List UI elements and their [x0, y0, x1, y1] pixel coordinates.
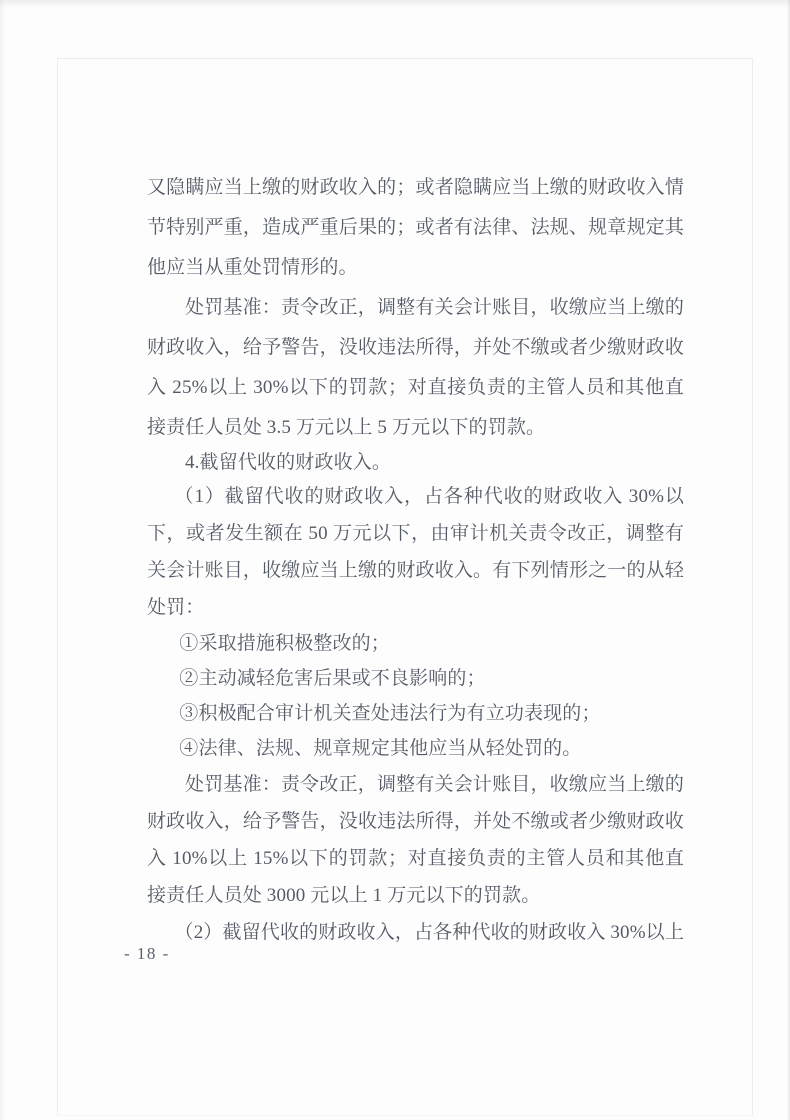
paragraph-circled-3: ③积极配合审计机关查处违法行为有立功表现的；	[179, 703, 601, 724]
page-number: - 18 -	[124, 944, 170, 963]
scan-edge-left	[0, 0, 5, 1120]
paragraph-circled-4: ④法律、法规、规章规定其他应当从轻处罚的。	[179, 738, 582, 759]
paragraph-penalty-basis-2: 处罚基准：责令改正，调整有关会计账目，收缴应当上缴的财政收入，给予警告，没收违法所得，并处不缴或者少缴财政收入 10%以上 15%以下的罚款；对直接负责的主管人员和其他直接责任人员处 3000 元以上 1 万元以下的罚款。	[147, 774, 684, 906]
scan-edge-top	[0, 0, 790, 8]
paragraph-subitem-2: （2）截留代收的财政收入，占各种代收的财政收入 30%以上	[174, 922, 684, 943]
paragraph-item4-heading: 4.截留代收的财政收入。	[185, 452, 392, 473]
paragraph-circled-1: ①采取措施积极整改的；	[179, 633, 390, 654]
paragraph-circled-2: ②主动减轻危害后果或不良影响的；	[179, 668, 486, 689]
paragraph-continuation: 又隐瞒应当上缴的财政收入的；或者隐瞒应当上缴的财政收入情节特别严重，造成严重后果的；或者有法律、法规、规章规定其他应当从重处罚情形的。	[147, 177, 684, 278]
paragraph-penalty-basis-1: 处罚基准：责令改正，调整有关会计账目，收缴应当上缴的财政收入，给予警告，没收违法所得，并处不缴或者少缴财政收入 25%以上 30%以下的罚款；对直接负责的主管人员和其他直接责任人员处 3.5 万元以上 5 万元以下的罚款。	[147, 297, 684, 438]
document-body	[147, 168, 684, 951]
paragraph-subitem-1: （1）截留代收的财政收入，占各种代收的财政收入 30%以下，或者发生额在 50 万元以下，由审计机关责令改正，调整有关会计账目，收缴应当上缴的财政收入。有下列情形之一的从轻处罚：	[147, 486, 684, 618]
